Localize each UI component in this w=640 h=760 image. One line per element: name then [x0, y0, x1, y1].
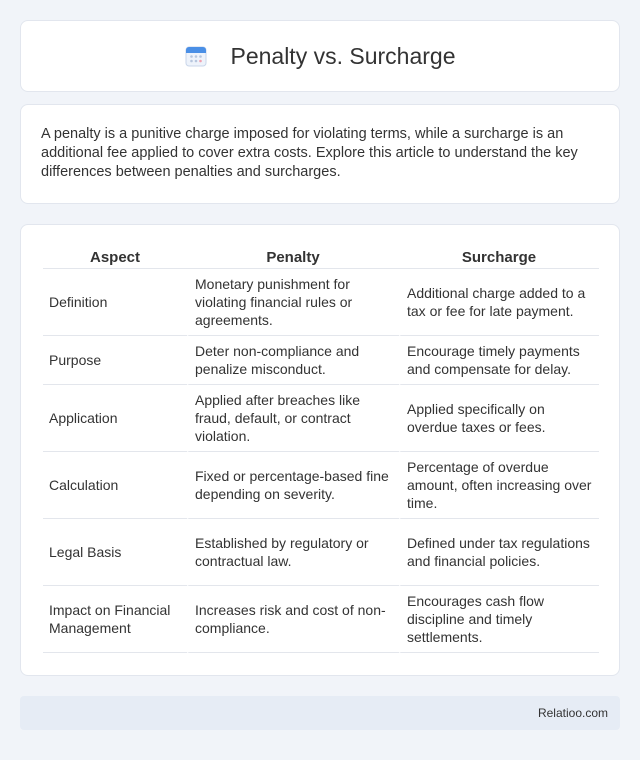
table-row [43, 586, 599, 653]
header-penalty: Penalty [187, 241, 399, 269]
cell-aspect: Impact on Financial Management [43, 586, 187, 653]
cell-penalty: Monetary punishment for violating financial rules or agreements. [187, 269, 399, 336]
table-row [43, 519, 599, 586]
intro-paragraph: A penalty is a punitive charge imposed for violating terms, while a surcharge is an additional fee applied to cover extra costs. Explore this article to understand the key differences between penalties and surcharges. [41, 126, 578, 180]
cell-penalty: Fixed or percentage-based fine depending on severity. [187, 452, 399, 519]
cell-surcharge: Encourage timely payments and compensate for delay. [399, 336, 599, 385]
cell-penalty: Increases risk and cost of non-compliance. [187, 586, 399, 653]
header-aspect: Aspect [43, 241, 187, 269]
table-card [20, 224, 620, 676]
table-header-row [43, 241, 599, 269]
footer [20, 696, 620, 730]
cell-surcharge: Applied specifically on overdue taxes or fees. [399, 385, 599, 452]
cell-aspect: Definition [43, 269, 187, 336]
cell-surcharge: Encourages cash flow discipline and timely settlements. [399, 586, 599, 653]
cell-penalty: Established by regulatory or contractual law. [187, 519, 399, 586]
table-row [43, 452, 599, 519]
cell-surcharge: Additional charge added to a tax or fee for late payment. [399, 269, 599, 336]
calendar-icon [184, 44, 208, 68]
cell-aspect: Application [43, 385, 187, 452]
cell-penalty: Deter non-compliance and penalize misconduct. [187, 336, 399, 385]
cell-aspect: Legal Basis [43, 519, 187, 586]
title-row [184, 43, 455, 70]
header-surcharge: Surcharge [399, 241, 599, 269]
title-card [20, 20, 620, 92]
cell-surcharge: Defined under tax regulations and financial policies. [399, 519, 599, 586]
table-row [43, 385, 599, 452]
table-row [43, 269, 599, 336]
page-title: Penalty vs. Surcharge [230, 42, 456, 69]
cell-penalty: Applied after breaches like fraud, default, or contract violation. [187, 385, 399, 452]
cell-surcharge: Percentage of overdue amount, often increasing over time. [399, 452, 599, 519]
table-row [43, 336, 599, 385]
comparison-table [43, 241, 599, 653]
cell-aspect: Purpose [43, 336, 187, 385]
intro-card [20, 104, 620, 204]
cell-aspect: Calculation [43, 452, 187, 519]
footer-site: Relatioo.com [537, 706, 608, 720]
